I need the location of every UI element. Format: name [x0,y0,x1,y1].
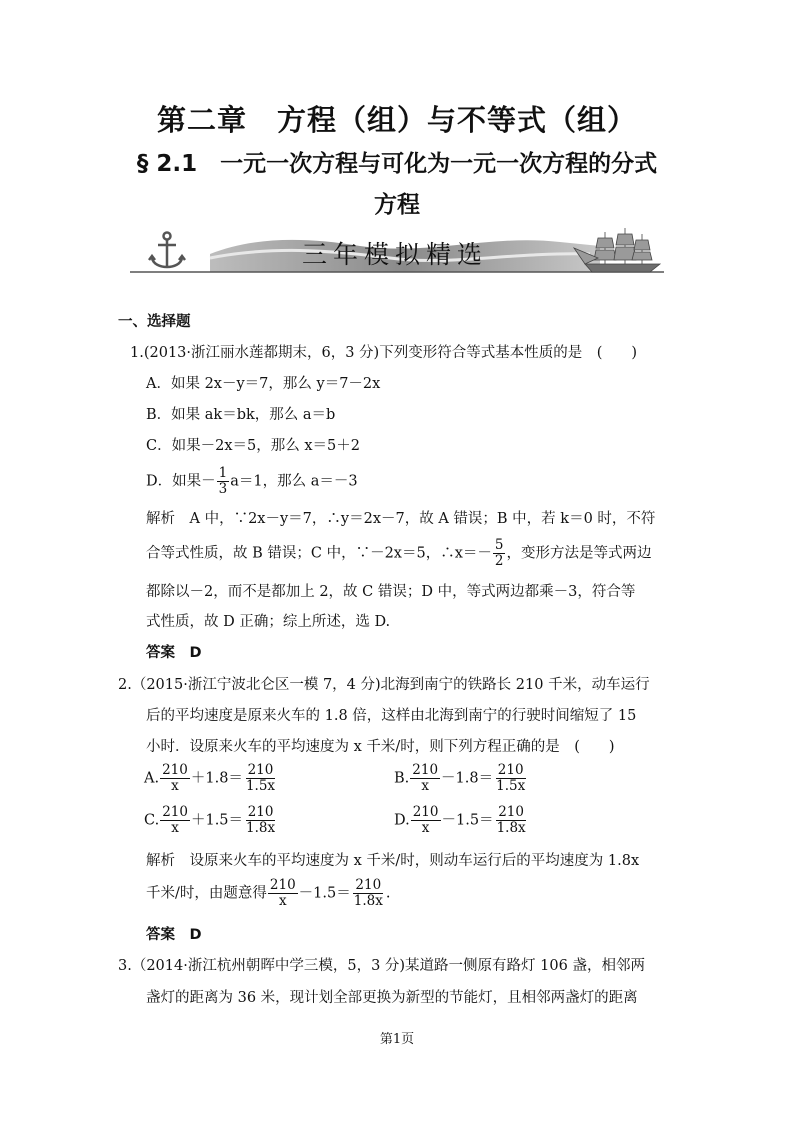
fraction [244,763,277,794]
chapter-title: 第二章 方程（组）与不等式（组） [156,103,637,137]
fraction-denominator: 3 [218,481,228,497]
fraction-numerator: 210 [355,877,382,893]
q3-stem-line2: 盏灯的距离为 36 米，现计划全部更换为新型的节能灯，且相邻两盏灯的距离 [146,990,638,1006]
q3-stem-line1: 3.（2014·浙江杭州朝晖中学三模，5，3 分)某道路一侧原有路灯 106 盏，相邻两 [118,958,645,974]
q1-analysis-line2-prefix: 合等式性质，故 B 错误；C 中，∵－2x＝5，∴x＝－ [146,545,492,562]
q2-analysis-line2-suffix: . [385,885,391,902]
fraction-denominator: x [278,893,287,909]
fraction [244,805,277,836]
q1-option-d [146,466,358,497]
fraction-numerator: 210 [162,804,188,820]
fraction-denominator: x [171,820,179,836]
q2-stem-line2: 后的平均速度是原来火车的 1.8 倍，这样由北海到南宁的行驶时间缩短了 15 [146,708,637,724]
banner-label: 三年模拟精选 [302,240,489,269]
option-label: A. [144,770,160,787]
fraction [410,763,440,794]
option-label: C. [144,812,160,829]
fraction-denominator: 1.5x [245,778,276,794]
q1-answer: 答案 D [146,645,202,661]
fraction-numerator: 210 [269,877,296,893]
fraction [493,538,506,569]
option-label: B. [394,770,410,787]
section-title: § 2.1 一元一次方程与可化为一元一次方程的分式 [136,151,658,177]
q1-option-a: A．如果 2x－y＝7，那么 y＝7－2x [146,376,381,392]
q1-option-c: C．如果－2x＝5，那么 x＝5＋2 [146,438,360,454]
q2-option-c [144,805,278,836]
fraction [160,805,190,836]
fraction-denominator: 1.8x [353,893,383,909]
q1-analysis-line3: 都除以－2，而不是都加上 2，故 C 错误；D 中，等式两边都乘－3，符合等 [146,584,636,600]
fraction [494,763,527,794]
fraction [352,878,385,909]
anchor-icon [149,233,185,269]
q1-analysis-line1: 解析 A 中，∵2x－y＝7，∴y＝2x－7，故 A 错误；B 中，若 k＝0 时，不符 [146,511,656,527]
q1-option-d-suffix: a＝1，那么 a＝－3 [230,473,358,490]
operator: ＋1.5＝ [190,812,244,829]
fraction-denominator: x [421,820,430,836]
fraction-denominator: 2 [494,553,504,569]
q2-option-a [144,763,278,794]
q2-answer: 答案 D [146,927,202,943]
fraction-numerator: 5 [494,537,504,553]
q1-analysis-line2 [146,538,651,569]
q2-stem-line1: 2.（2015·浙江宁波北仑区一模 7，4 分)北海到南宁的铁路长 210 千米，动车运行 [118,677,650,693]
operator: ＋1.8＝ [190,770,243,787]
fraction-numerator: 210 [412,804,439,820]
fraction-denominator: 1.8x [496,820,526,836]
fraction-numerator: 210 [412,762,439,778]
fraction-denominator: 1.5x [496,778,526,794]
fraction-numerator: 210 [498,804,524,820]
fraction [217,466,230,497]
operator: －1.5＝ [298,885,351,902]
q1-option-b: B．如果 ak＝bk，那么 a＝b [146,407,336,423]
fraction [411,805,441,836]
fraction-numerator: 210 [247,762,274,778]
fraction-numerator: 1 [218,465,228,481]
section-heading: 一、选择题 [118,314,191,330]
q2-analysis-line2 [146,878,390,909]
fraction [268,878,298,909]
q2-analysis-line2-prefix: 千米/时，由题意得 [146,885,267,902]
fraction [160,763,190,794]
q1-option-d-prefix: D．如果－ [146,473,216,490]
q1-analysis-line2-suffix: ，变形方法是等式两边 [506,545,652,562]
q2-option-b [394,763,528,794]
option-label: D. [394,812,410,829]
fraction-denominator: x [421,778,429,794]
fraction-denominator: x [171,778,179,794]
fraction [495,805,528,836]
q1-stem: 1.(2013·浙江丽水莲都期末，6，3 分)下列变形符合等式基本性质的是 ( ) [130,345,638,361]
q1-analysis-line4: 式性质，故 D 正确；综上所述，选 D. [146,614,391,630]
fraction-numerator: 210 [247,804,274,820]
operator: －1.8＝ [441,770,494,787]
fraction-denominator: 1.8x [246,820,276,836]
fraction-numerator: 210 [497,762,524,778]
page-number: 第1页 [379,1032,415,1047]
operator: －1.5＝ [441,812,494,829]
q2-stem-line3: 小时．设原来火车的平均速度为 x 千米/时，则下列方程正确的是 ( ) [146,739,615,755]
q2-option-d [394,805,529,836]
fraction-numerator: 210 [162,762,188,778]
section-title-continued: 方程 [374,192,420,218]
q2-analysis-line1: 解析 设原来火车的平均速度为 x 千米/时，则动车运行后的平均速度为 1.8x [146,853,640,869]
